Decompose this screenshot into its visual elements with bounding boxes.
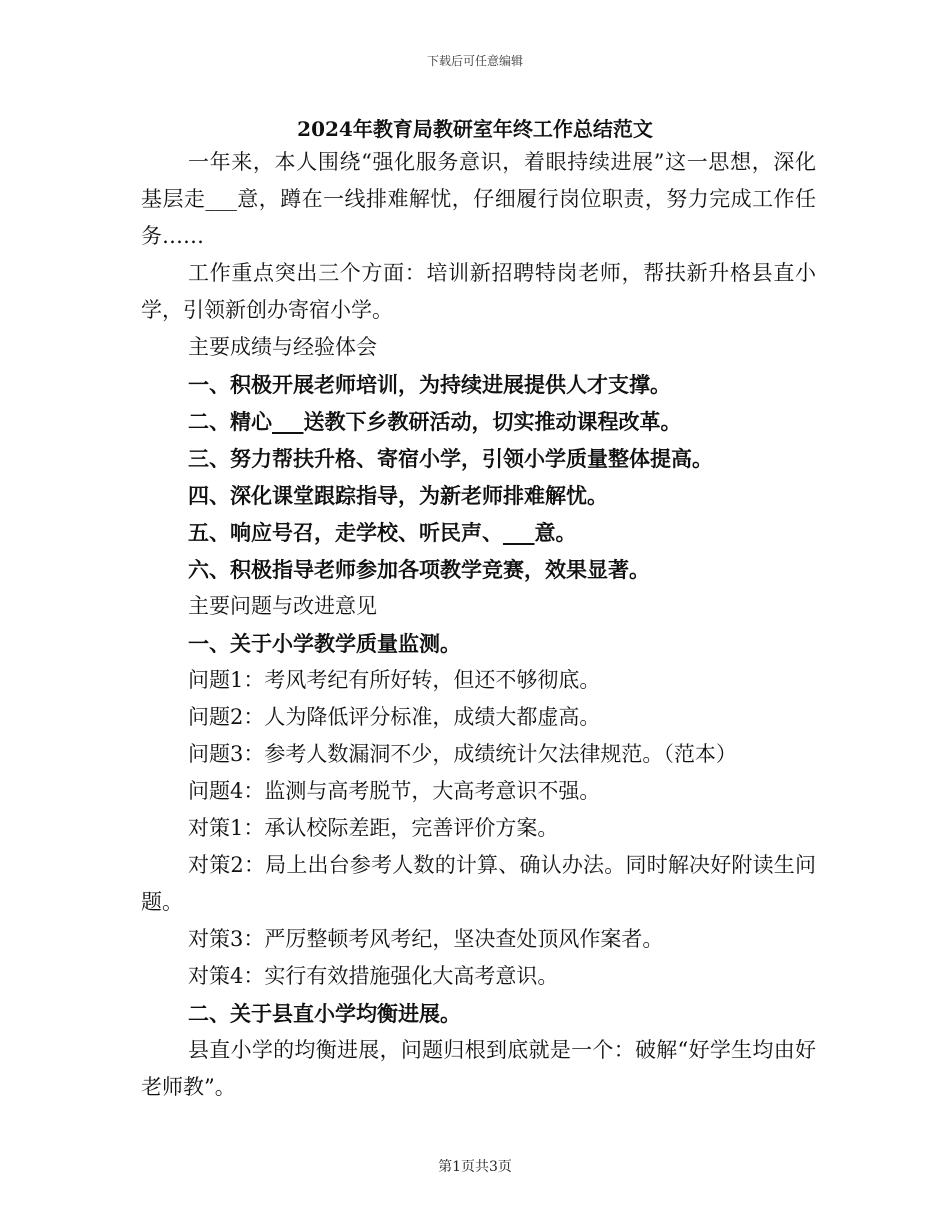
achievement-item-4: 四、深化课堂跟踪指导，为新老师排难解忧。: [188, 483, 608, 508]
achievement-item-2: 二、精心___送教下乡教研活动，切实推动课程改革。: [188, 409, 682, 434]
document-title: 2024年教育局教研室年终工作总结范文: [297, 117, 653, 141]
paragraph-intro: 一年来，本人围绕“强化服务意识，着眼持续进展”这一思想，深化基层走___意，蹲在一线排难解忧，仔细履行岗位职责，努力完成工作任务……: [141, 150, 816, 248]
page-footer-page-info: 第1页共3页: [438, 1159, 512, 1175]
countermeasure-item-3: 对策3：严厉整顿考风考纪，坚决查处顶风作案者。: [188, 927, 664, 951]
problem-item-1: 问题1：考风考纪有所好转，但还不够彻底。: [188, 668, 601, 692]
problem-item-3: 问题3：参考人数漏洞不少，成绩统计欠法律规范。（范本）: [188, 742, 737, 766]
achievement-item-6: 六、积极指导老师参加各项教学竞赛，效果显著。: [188, 557, 650, 582]
problem-topic-1: 一、关于小学教学质量监测。: [188, 631, 461, 656]
countermeasure-item-2: 对策2：局上出台参考人数的计算、确认办法。同时解决好附读生问题。: [141, 853, 816, 914]
problem-item-2: 问题2：人为降低评分标准，成绩大都虚高。: [188, 705, 601, 729]
problem-item-4: 问题4：监测与高考脱节，大高考意识不强。: [188, 779, 601, 803]
paragraph-balance: 县直小学的均衡进展，问题归根到底就是一个：破解“好学生均由好老师教”。: [141, 1038, 816, 1099]
document-body: [141, 144, 816, 1106]
section-heading-problems: 主要问题与改进意见: [188, 594, 377, 618]
section-heading-achievements: 主要成绩与经验体会: [188, 335, 377, 359]
achievement-item-5: 五、响应号召，走学校、听民声、___意。: [188, 520, 577, 545]
achievement-item-3: 三、努力帮扶升格、寄宿小学，引领小学质量整体提高。: [188, 446, 713, 471]
problem-topic-2: 二、关于县直小学均衡进展。: [188, 1001, 461, 1026]
countermeasure-item-4: 对策4：实行有效措施强化大高考意识。: [188, 964, 559, 988]
paragraph-focus: 工作重点突出三个方面：培训新招聘特岗老师，帮扶新升格县直小学，引领新创办寄宿小学。: [141, 261, 816, 322]
countermeasure-item-1: 对策1：承认校际差距，完善评价方案。: [188, 816, 559, 840]
achievement-item-1: 一、积极开展老师培训，为持续进展提供人才支撑。: [188, 372, 671, 397]
page-header-note: 下载后可任意编辑: [426, 54, 523, 68]
